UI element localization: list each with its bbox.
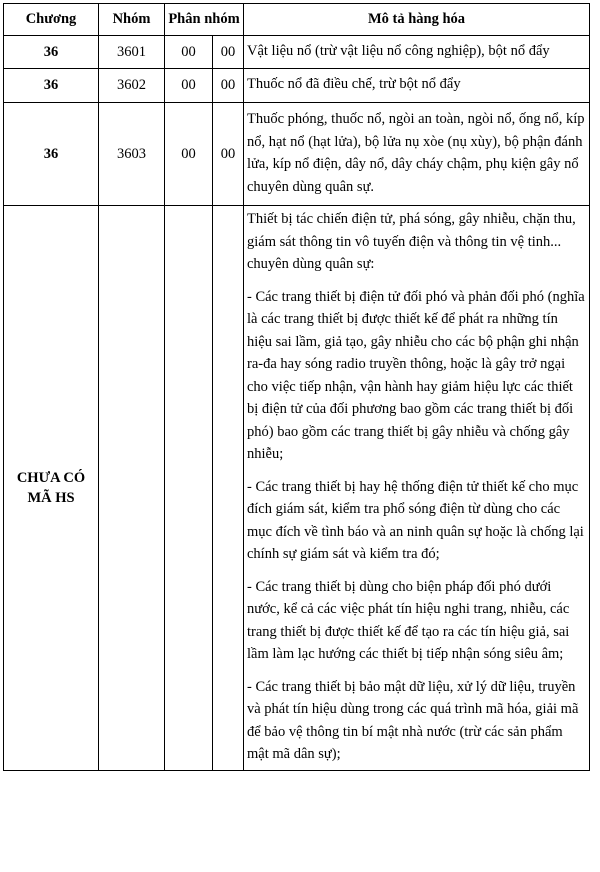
desc-paragraph: - Các trang thiết bị hay hệ thống điện tử thiết kế cho mục đích giám sát, kiểm tra phổ sóng điện từ dùng cho các mục đích về tình báo và an ninh quân sự hoặc là chống lại chính sự giám sát và kiểm tra đó;	[247, 478, 584, 562]
chuong-cell: 36	[4, 69, 99, 103]
mo-ta-cell: Vật liệu nổ (trừ vật liệu nổ công nghiệp), bột nổ đẩy	[244, 36, 590, 69]
table-row	[4, 36, 590, 69]
header-row	[4, 4, 590, 36]
mo-ta-cell	[244, 206, 590, 771]
no-hs-label-line1: CHƯA CÓ	[16, 469, 86, 486]
nhom-cell-empty	[99, 206, 165, 771]
chuong-cell: 36	[4, 103, 99, 206]
hs-code-table	[3, 3, 590, 771]
table-row	[4, 103, 590, 206]
phan-nhom-1-cell: 00	[165, 69, 213, 103]
phan-nhom-2-cell: 00	[213, 103, 244, 206]
mo-ta-cell: Thuốc phóng, thuốc nổ, ngòi an toàn, ngòi nổ, ống nổ, kíp nổ, hạt nổ (hạt lửa), bộ lửa nụ xòe (nụ xùy), bộ phận đánh lửa, kíp nổ điện, dây nổ, dây cháy chậm, phụ kiện gây nổ chuyên dùng quân sự.	[244, 103, 590, 206]
phan-nhom-1-cell-empty	[165, 206, 213, 771]
chuong-cell: 36	[4, 36, 99, 69]
no-hs-label-line2: MÃ HS	[27, 489, 75, 506]
phan-nhom-2-cell: 00	[213, 69, 244, 103]
phan-nhom-2-cell: 00	[213, 36, 244, 69]
phan-nhom-2-cell-empty	[213, 206, 244, 771]
header-mo-ta: Mô tả hàng hóa	[244, 4, 590, 36]
desc-paragraph: Thiết bị tác chiến điện tử, phá sóng, gây nhiễu, chặn thu, giám sát thông tin vô tuyến điện và thông tin vệ tinh... chuyên dùng quân sự:	[247, 211, 576, 272]
header-nhom: Nhóm	[99, 4, 165, 36]
no-hs-code-cell	[4, 206, 99, 771]
desc-paragraph: - Các trang thiết bị điện tử đối phó và phản đối phó (nghĩa là các trang thiết bị được thiết kế để phát ra những tín hiệu sai lầm, giả tạo, gây nhiễu cho các bộ phận ghi nhận ra-đa hay sóng radio truyền thông, hoặc là gây trở ngại cho việc tiếp nhận, vận hành hay giảm hiệu lực các thiết bị điện tử của đối phương bao gồm các trang thiết bị đối phó) bao gồm các trang thiết bị gây nhiễu và chống gây nhiễu;	[247, 288, 585, 462]
desc-paragraph: - Các trang thiết bị dùng cho biện pháp đối phó dưới nước, kể cả các việc phát tín hiệu nghi trang, nhiễu, các trang thiết bị được thiết kế để tạo ra các tín hiệu giả, sai lầm làm lạc hướng các thiết bị tiếp nhận sóng siêu âm;	[247, 578, 570, 662]
nhom-cell: 3601	[99, 36, 165, 69]
phan-nhom-1-cell: 00	[165, 36, 213, 69]
table-row-no-hs	[4, 206, 590, 771]
mo-ta-cell: Thuốc nổ đã điều chế, trừ bột nổ đẩy	[244, 69, 590, 103]
header-chuong: Chương	[4, 4, 99, 36]
nhom-cell: 3602	[99, 69, 165, 103]
phan-nhom-1-cell: 00	[165, 103, 213, 206]
desc-paragraph: - Các trang thiết bị bảo mật dữ liệu, xử lý dữ liệu, truyền và phát tín hiệu dùng trong các quá trình mã hóa, giải mã để bảo vệ thông tin bí mật nhà nước (trừ các sản phẩm mật mã dân sự);	[247, 678, 579, 762]
table-row	[4, 69, 590, 103]
nhom-cell: 3603	[99, 103, 165, 206]
header-phan-nhom: Phân nhóm	[165, 4, 244, 36]
